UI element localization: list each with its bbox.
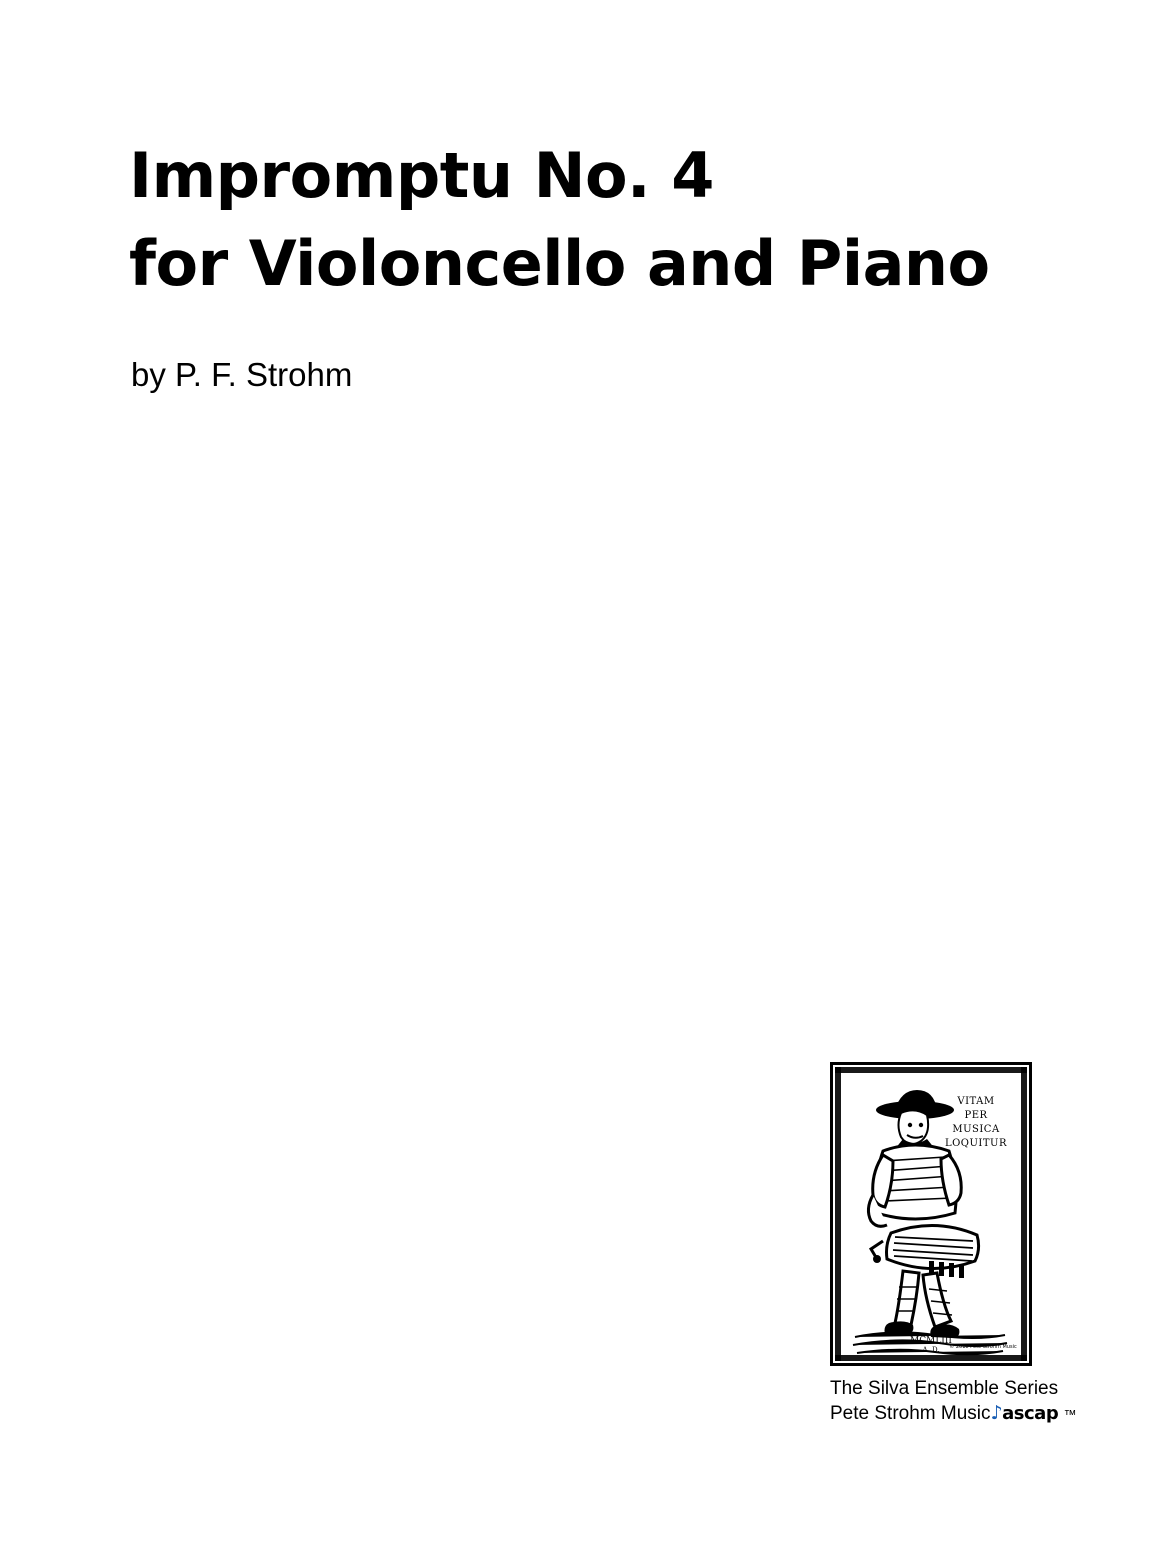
publisher-caption [830, 1376, 1077, 1427]
svg-text:PER: PER [964, 1110, 988, 1121]
svg-text:MUSICA: MUSICA [952, 1124, 1000, 1135]
publisher-name: Pete Strohm Music [830, 1403, 991, 1425]
trademark-symbol: ™ [1063, 1407, 1077, 1423]
series-name: The Silva Ensemble Series [830, 1378, 1059, 1399]
publisher-line [830, 1401, 1076, 1426]
svg-text:MCMLIII: MCMLIII [910, 1336, 952, 1346]
publisher-emblem-block [830, 1062, 1077, 1427]
page-title [129, 132, 1069, 308]
music-note-icon: ♪ [990, 1402, 1003, 1425]
svg-text:© 2018 Pete Strohm Music: © 2018 Pete Strohm Music [949, 1344, 1017, 1350]
ascap-logo [991, 1401, 1059, 1426]
svg-text:LOQUITUR: LOQUITUR [944, 1138, 1008, 1149]
ascap-text: ascap [1002, 1403, 1059, 1425]
title-line-2: for Violoncello and Piano [129, 227, 990, 301]
svg-text:A. D.: A. D. [922, 1346, 940, 1354]
title-line-1: Impromptu No. 4 [129, 139, 714, 212]
author-byline: by P. F. Strohm [131, 356, 353, 393]
publisher-logo-woodcut [830, 1062, 1032, 1366]
svg-text:VITAM: VITAM [957, 1096, 995, 1107]
